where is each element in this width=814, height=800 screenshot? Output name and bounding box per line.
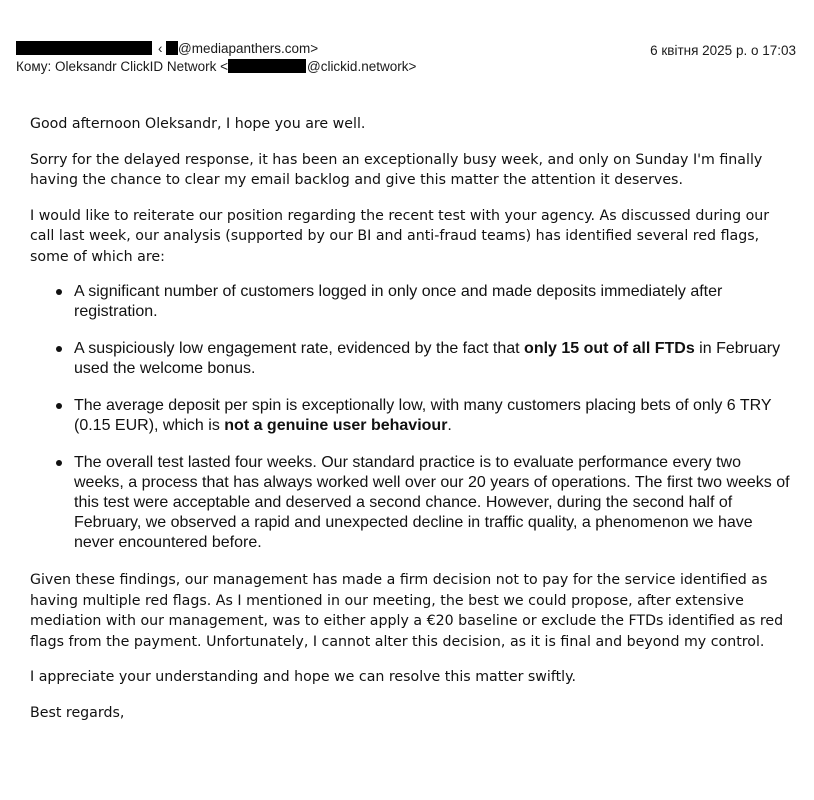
list-item bbox=[30, 453, 790, 553]
list-item bbox=[30, 282, 790, 322]
list-item-text-bold: only 15 out of all FTDs bbox=[524, 340, 695, 357]
list-item-text-pre: A suspiciously low engagement rate, evidenced by the fact that bbox=[74, 340, 525, 357]
bullet-icon bbox=[56, 289, 62, 295]
to-address-suffix[interactable]: @clickid.network> bbox=[306, 59, 417, 74]
greeting: Good afternoon Oleksandr, I hope you are well. bbox=[30, 116, 366, 132]
bullet-icon bbox=[56, 460, 62, 466]
list-item-text-post: in February used the welcome bonus. bbox=[74, 340, 781, 377]
email-date: 6 квітня 2025 р. о 17:03 bbox=[650, 43, 796, 58]
email-header bbox=[0, 0, 814, 90]
redacted-sender-name bbox=[16, 41, 152, 55]
red-flags-list bbox=[30, 282, 790, 553]
signoff: Best regards, bbox=[30, 704, 125, 721]
paragraph-decision: Given these findings, our management has made a firm decision not to pay for the service identified as having multiple red flags. As I mentioned in our meeting, the best we could propose, after extensive mediation with our management, was to either apply a €20 baseline or exclude the FTDs identified as red flags from the payment. Unfortunately, I cannot alter this decision, as it is final and beyond my control. bbox=[30, 572, 784, 650]
list-item bbox=[30, 396, 790, 436]
paragraph-closing: I appreciate your understanding and hope we can resolve this matter swiftly. bbox=[30, 669, 576, 685]
angle-bracket-icon: ‹ bbox=[158, 41, 163, 56]
bullet-icon bbox=[56, 346, 62, 352]
redacted-recipient-local bbox=[228, 59, 306, 73]
to-line bbox=[16, 59, 416, 74]
email-body bbox=[30, 114, 790, 738]
redacted-sender-local bbox=[166, 41, 178, 55]
list-item bbox=[30, 339, 790, 379]
paragraph-delay-apology: Sorry for the delayed response, it has been an exceptionally busy week, and only on Sunday I'm finally having the chance to clear my email backlog and give this matter the attention it deserves. bbox=[30, 151, 763, 188]
list-item-text-pre: The average deposit per spin is exceptionally low, with many customers placing bets of only 6 TRY (0.15 EUR), which is bbox=[74, 397, 772, 434]
list-item-text: A significant number of customers logged in only once and made deposits immediately after registration. bbox=[74, 283, 723, 320]
list-item-text-post: . bbox=[447, 417, 452, 434]
paragraph-position: I would like to reiterate our position regarding the recent test with your agency. As discussed during our call last week, our analysis (supported by our BI and anti-fraud teams) has identified several red flags, some of which are: bbox=[30, 207, 770, 265]
bullet-icon bbox=[56, 403, 62, 409]
from-address-suffix[interactable]: @mediapanthers.com> bbox=[178, 41, 319, 56]
list-item-text-bold: not a genuine user behaviour bbox=[224, 417, 448, 434]
from-line bbox=[16, 41, 318, 56]
list-item-text: The overall test lasted four weeks. Our standard practice is to evaluate performance every two weeks, a process that has always worked well over our 20 years of operations. The first two weeks of this test were acceptable and deserved a second chance. However, during the second half of February, we observed a rapid and unexpected decline in traffic quality, a phenomenon we have never encountered before. bbox=[74, 454, 790, 551]
to-label: Кому: Oleksandr ClickID Network < bbox=[16, 59, 228, 74]
